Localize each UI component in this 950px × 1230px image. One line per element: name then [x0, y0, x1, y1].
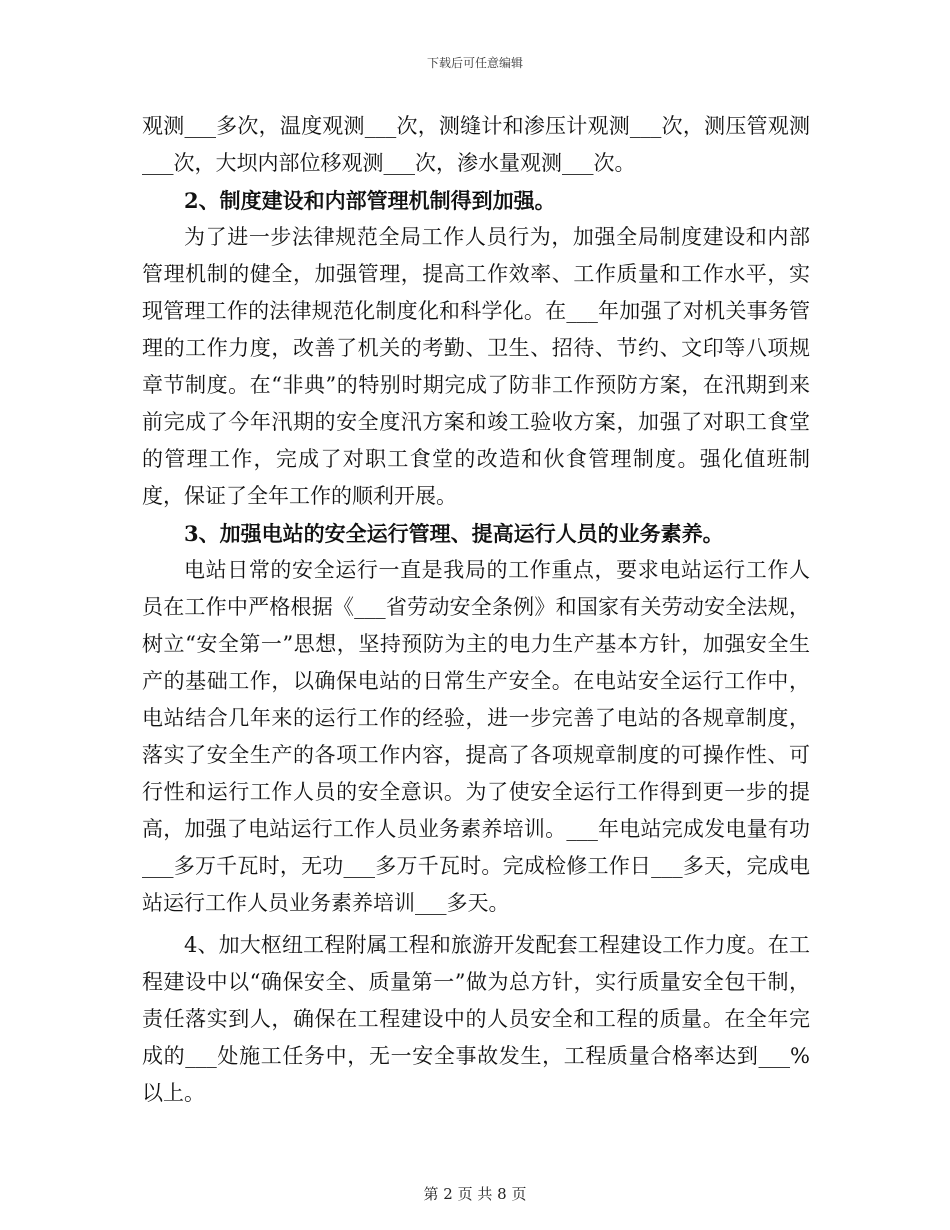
section-heading-3: 3、加强电站的安全运行管理、提高运行人员的业务素养。: [184, 521, 724, 546]
page-footer: 第 2 页 共 8 页: [423, 1185, 527, 1203]
document-body: [142, 108, 810, 1112]
paragraph-institution-building: 为了进一步法律规范全局工作人员行为，加强全局制度建设和内部管理机制的健全，加强管理，提高工作效率、工作质量和工作水平，实现管理工作的法律规范化制度化和科学化。在___年加强了对机关事务管理的工作力度，改善了机关的考勤、卫生、招待、节约、文印等八项规章节制度。在“非典”的特别时期完成了防非工作预防方案，在汛期到来前完成了今年汛期的安全度汛方案和竣工验收方案，加强了对职工食堂的管理工作，完成了对职工食堂的改造和伙食管理制度。强化值班制度，保证了全年工作的顺利开展。: [142, 225, 810, 508]
paragraph-station-safety: 电站日常的安全运行一直是我局的工作重点，要求电站运行工作人员在工作中严格根据《___省劳动安全条例》和国家有关劳动安全法规，树立“安全第一”思想，坚持预防为主的电力生产基本方针，加强安全生产的基础工作，以确保电站的日常生产安全。在电站安全运行工作中，电站结合几年来的运行工作的经验，进一步完善了电站的各规章制度，落实了安全生产的各项工作内容，提高了各项规章制度的可操作性、可行性和运行工作人员的安全意识。为了使安全运行工作得到更一步的提高，加强了电站运行工作人员业务素养培训。___年电站完成发电量有功___多万千瓦时，无功___多万千瓦时。完成检修工作日___多天，完成电站运行工作人员业务素养培训___多天。: [142, 558, 810, 915]
paragraph-observation-counts: 观测___多次，温度观测___次，测缝计和渗压计观测___次，测压管观测___次，大坝内部位移观测___次，渗水量观测___次。: [142, 114, 810, 175]
paragraph-hub-engineering: 4、加大枢纽工程附属工程和旅游开发配套工程建设工作力度。在工程建设中以“确保安全、质量第一”做为总方针，实行质量安全包干制，责任落实到人，确保在工程建设中的人员安全和工程的质量。在全年完成的___处施工任务中，无一安全事故发生，工程质量合格率达到___%以上。: [142, 933, 810, 1105]
page-header: 下载后可任意编辑: [426, 56, 523, 70]
section-heading-2: 2、制度建设和内部管理机制得到加强。: [184, 188, 556, 213]
